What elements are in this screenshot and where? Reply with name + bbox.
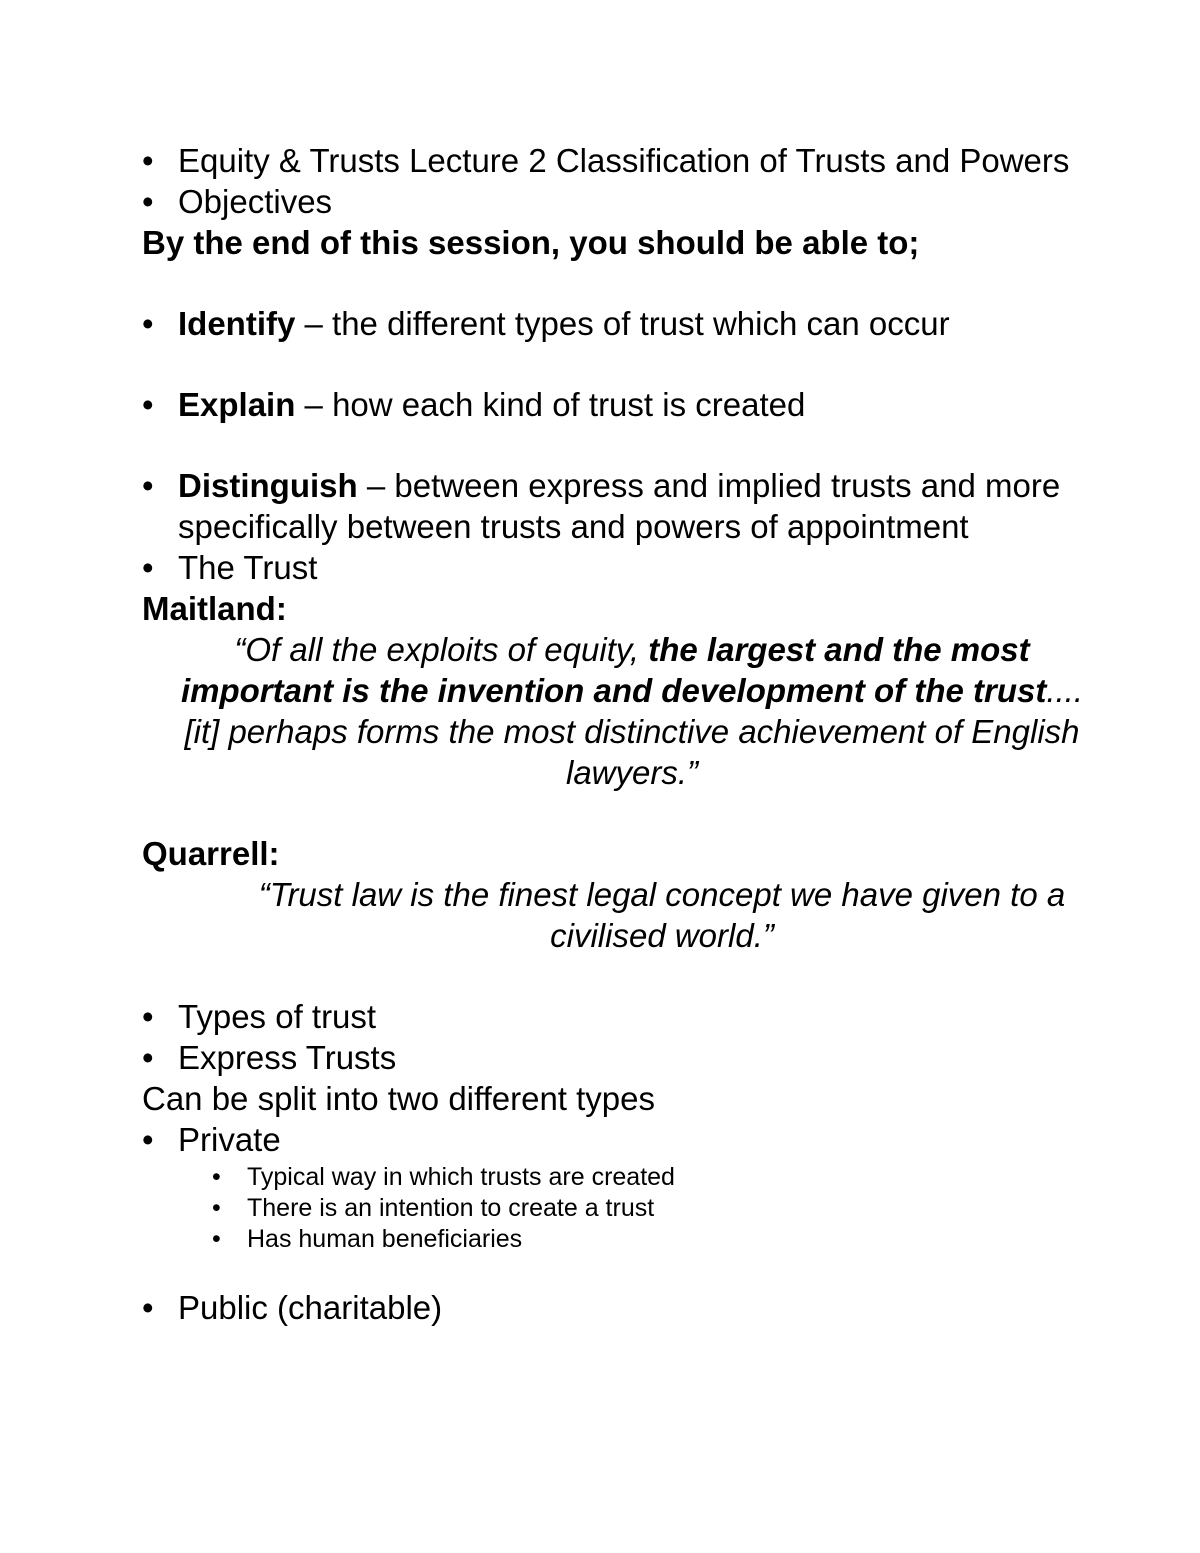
lecture-title: Equity & Trusts Lecture 2 Classification of Trusts and Powers: [178, 142, 1070, 179]
bullet-icon: •: [142, 142, 154, 179]
list-item-express: [142, 1037, 1072, 1078]
spacer: [142, 1257, 1072, 1287]
section-heading: The Trust: [178, 549, 318, 586]
quote-part: “Of all the exploits of equity,: [234, 631, 649, 668]
objective-identify: [142, 303, 1072, 344]
list-item-types: [142, 996, 1072, 1037]
bullet-icon: •: [212, 1225, 221, 1253]
objective-text: – how each kind of trust is created: [295, 386, 806, 423]
private-label: Private: [178, 1121, 281, 1158]
quarrell-label: Quarrell:: [142, 835, 280, 872]
list-item-title: [142, 140, 1072, 181]
split-line: Can be split into two different types: [142, 1080, 656, 1117]
quote-emphasis: the largest and the most important is the invention and development of the trust: [180, 631, 1047, 709]
list-item-private: [142, 1119, 1072, 1160]
sublist-item: [212, 1162, 1072, 1193]
bullet-icon: •: [142, 998, 154, 1035]
sublist-item: [212, 1193, 1072, 1224]
objectives-heading: Objectives: [178, 183, 333, 220]
bullet-icon: •: [142, 1289, 154, 1326]
objective-text: – between express and implied trusts and more specifically between trusts and powers of appointment: [178, 467, 1061, 545]
sublist-text: Has human beneficiaries: [247, 1225, 523, 1253]
bullet-icon: •: [142, 467, 154, 504]
intro-line: By the end of this session, you should be able to;: [142, 224, 920, 261]
spacer: [142, 793, 1072, 833]
sublist-text: There is an intention to create a trust: [247, 1194, 655, 1222]
spacer: [142, 425, 1072, 465]
spacer: [142, 263, 1072, 303]
quote-part: ....[it] perhaps forms the most distinctive achievement of English lawyers.”: [184, 672, 1084, 791]
bullet-icon: •: [142, 305, 154, 342]
bullet-icon: •: [142, 549, 154, 586]
private-sublist: [212, 1160, 1072, 1257]
objective-text: – the different types of trust which can occur: [295, 305, 950, 342]
objective-explain: [142, 384, 1072, 425]
maitland-label: Maitland:: [142, 590, 287, 627]
objective-term: Identify: [178, 305, 296, 342]
bullet-icon: •: [142, 386, 154, 423]
section-heading: Types of trust: [178, 998, 377, 1035]
quarrell-quote: “Trust law is the finest legal concept we have given to a civilised world.”: [258, 876, 1066, 954]
public-label: Public (charitable): [178, 1289, 443, 1326]
list-item-public: [142, 1287, 1072, 1328]
objective-distinguish: [142, 465, 1072, 547]
bullet-icon: •: [142, 1121, 154, 1158]
sublist-item: [212, 1224, 1072, 1255]
maitland-quote: [142, 629, 1092, 793]
list-item-the-trust: [142, 547, 1072, 588]
bullet-icon: •: [142, 183, 154, 220]
bullet-icon: •: [142, 1039, 154, 1076]
spacer: [142, 956, 1072, 996]
list-item-objectives: [142, 181, 1072, 222]
bullet-icon: •: [212, 1194, 221, 1222]
section-heading: Express Trusts: [178, 1039, 397, 1076]
objective-term: Explain: [178, 386, 296, 423]
sublist-text: Typical way in which trusts are created: [247, 1163, 675, 1191]
bullet-icon: •: [212, 1163, 221, 1191]
document-page: [142, 140, 1084, 1328]
objective-term: Distinguish: [178, 467, 358, 504]
spacer: [142, 344, 1072, 384]
